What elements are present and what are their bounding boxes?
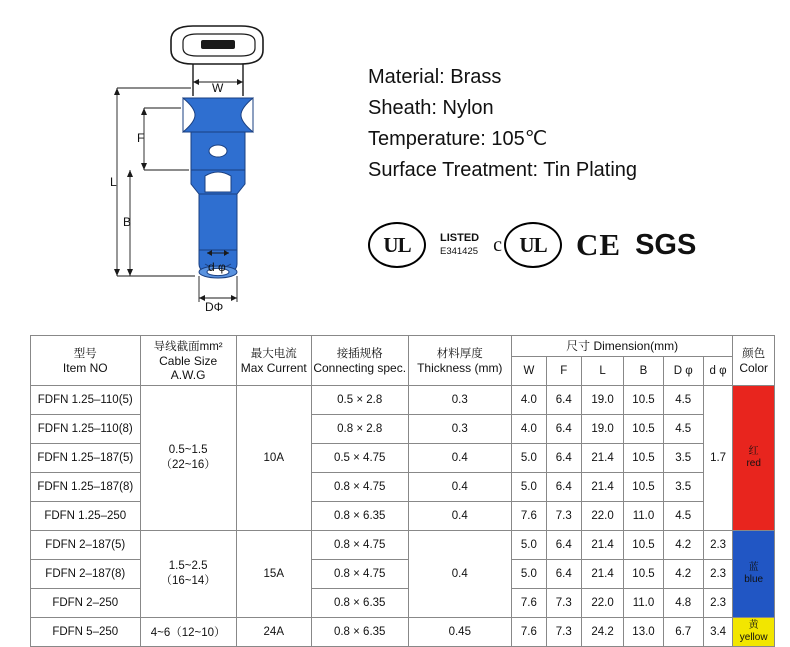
cell-dsmall: 3.4 xyxy=(703,618,733,647)
cell-w: 7.6 xyxy=(511,502,546,531)
dim-label-d-small: d φ xyxy=(208,260,226,274)
cell-thickness: 0.45 xyxy=(408,618,511,647)
cell-l: 21.4 xyxy=(581,473,624,502)
sgs-icon: SGS xyxy=(635,228,697,261)
th-dim-dsmall: d φ xyxy=(703,357,733,386)
cell-thickness: 0.4 xyxy=(408,473,511,502)
cell-dbig: 4.2 xyxy=(663,560,703,589)
cell-thickness: 0.4 xyxy=(408,444,511,473)
table-row xyxy=(31,386,775,415)
th-dim-l: L xyxy=(581,357,624,386)
cell-f: 7.3 xyxy=(546,618,581,647)
table-row xyxy=(31,618,775,647)
spec-surface-treatment: Surface Treatment: Tin Plating xyxy=(368,159,638,181)
cell-item: FDFN 5–250 xyxy=(31,618,141,647)
cell-connecting: 0.8 × 4.75 xyxy=(311,473,408,502)
cell-f: 6.4 xyxy=(546,531,581,560)
cell-cable-size: 1.5~2.5 （16~14） xyxy=(140,531,236,618)
cell-color: 黄 yellow xyxy=(733,618,775,647)
cell-f: 6.4 xyxy=(546,560,581,589)
cell-l: 19.0 xyxy=(581,415,624,444)
cell-f: 6.4 xyxy=(546,473,581,502)
cell-l: 21.4 xyxy=(581,444,624,473)
th-connecting: 接插规格 Connecting spec. xyxy=(311,336,408,386)
cell-dbig: 3.5 xyxy=(663,444,703,473)
th-color: 颜色 Color xyxy=(733,336,775,386)
cell-dbig: 4.5 xyxy=(663,386,703,415)
th-cable: 导线截面mm² Cable Size A.W.G xyxy=(140,336,236,386)
cell-w: 5.0 xyxy=(511,531,546,560)
listed-code: E341425 xyxy=(440,246,479,257)
th-dim-b: B xyxy=(624,357,663,386)
cell-l: 21.4 xyxy=(581,560,624,589)
dim-label-w: W xyxy=(212,81,224,95)
cell-item: FDFN 2–187(5) xyxy=(31,531,141,560)
cell-dbig: 4.5 xyxy=(663,502,703,531)
specification-list xyxy=(368,62,637,186)
ul-icon: UL xyxy=(368,222,426,268)
cell-cable-size: 4~6（12~10） xyxy=(140,618,236,647)
product-drawing xyxy=(95,10,345,320)
ul-listed-text xyxy=(440,232,479,258)
th-dimension: 尺寸 Dimension(mm) xyxy=(511,336,732,357)
cell-b: 10.5 xyxy=(624,415,663,444)
cell-w: 5.0 xyxy=(511,560,546,589)
cell-connecting: 0.8 × 4.75 xyxy=(311,560,408,589)
cell-w: 7.6 xyxy=(511,618,546,647)
cell-dsmall: 2.3 xyxy=(703,560,733,589)
cell-w: 5.0 xyxy=(511,473,546,502)
cell-f: 6.4 xyxy=(546,444,581,473)
cell-max-current: 24A xyxy=(236,618,311,647)
cell-color: 蓝 blue xyxy=(733,531,775,618)
cell-connecting: 0.8 × 6.35 xyxy=(311,618,408,647)
cell-b: 13.0 xyxy=(624,618,663,647)
cell-dbig: 6.7 xyxy=(663,618,703,647)
cell-dbig: 4.8 xyxy=(663,589,703,618)
cell-l: 22.0 xyxy=(581,502,624,531)
cell-thickness: 0.3 xyxy=(408,386,511,415)
cell-b: 10.5 xyxy=(624,444,663,473)
cell-b: 11.0 xyxy=(624,589,663,618)
cell-connecting: 0.8 × 2.8 xyxy=(311,415,408,444)
th-item: 型号 Item NO xyxy=(31,336,141,386)
specification-table-wrapper xyxy=(30,335,775,647)
cell-f: 6.4 xyxy=(546,415,581,444)
ul-icon-secondary: UL xyxy=(504,222,562,268)
dim-label-f: F xyxy=(137,131,145,145)
cell-color: 红 red xyxy=(733,386,775,531)
cell-connecting: 0.5 × 2.8 xyxy=(311,386,408,415)
cell-connecting: 0.5 × 4.75 xyxy=(311,444,408,473)
cell-f: 7.3 xyxy=(546,589,581,618)
cell-l: 24.2 xyxy=(581,618,624,647)
dim-label-b: B xyxy=(123,215,132,229)
th-dim-f: F xyxy=(546,357,581,386)
cell-dbig: 4.5 xyxy=(663,415,703,444)
cell-max-current: 10A xyxy=(236,386,311,531)
cell-connecting: 0.8 × 6.35 xyxy=(311,502,408,531)
cell-dbig: 4.2 xyxy=(663,531,703,560)
cell-b: 10.5 xyxy=(624,560,663,589)
cell-w: 5.0 xyxy=(511,444,546,473)
cell-w: 4.0 xyxy=(511,415,546,444)
cell-b: 10.5 xyxy=(624,531,663,560)
cell-dsmall: 2.3 xyxy=(703,589,733,618)
cell-b: 10.5 xyxy=(624,473,663,502)
cell-l: 21.4 xyxy=(581,531,624,560)
cell-item: FDFN 1.25–250 xyxy=(31,502,141,531)
th-thickness: 材料厚度 Thickness (mm) xyxy=(408,336,511,386)
cell-f: 7.3 xyxy=(546,502,581,531)
specification-table xyxy=(30,335,775,647)
cell-f: 6.4 xyxy=(546,386,581,415)
cell-dbig: 3.5 xyxy=(663,473,703,502)
ce-icon: CE xyxy=(576,227,622,262)
cell-l: 22.0 xyxy=(581,589,624,618)
dim-label-l: L xyxy=(110,175,117,189)
cell-connecting: 0.8 × 4.75 xyxy=(311,531,408,560)
cell-b: 10.5 xyxy=(624,386,663,415)
listed-label: LISTED xyxy=(440,232,480,244)
c-ul-icon xyxy=(493,222,562,268)
c-letter: c xyxy=(493,233,503,256)
cell-item: FDFN 2–250 xyxy=(31,589,141,618)
th-dim-dbig: D φ xyxy=(663,357,703,386)
cell-dsmall: 2.3 xyxy=(703,531,733,560)
spec-temperature: Temperature: 105℃ xyxy=(368,128,548,150)
cell-item: FDFN 1.25–110(5) xyxy=(31,386,141,415)
table-header-row xyxy=(31,336,775,357)
spec-material: Material: Brass xyxy=(368,66,502,88)
cell-item: FDFN 1.25–187(5) xyxy=(31,444,141,473)
th-dim-w: W xyxy=(511,357,546,386)
cell-l: 19.0 xyxy=(581,386,624,415)
cell-thickness: 0.4 xyxy=(408,531,511,618)
dim-label-d-big: DΦ xyxy=(205,300,224,314)
cell-b: 11.0 xyxy=(624,502,663,531)
cell-cable-size: 0.5~1.5 （22~16） xyxy=(140,386,236,531)
cell-item: FDFN 2–187(8) xyxy=(31,560,141,589)
th-current: 最大电流 Max Current xyxy=(236,336,311,386)
cell-w: 7.6 xyxy=(511,589,546,618)
cell-item: FDFN 1.25–110(8) xyxy=(31,415,141,444)
cell-dsmall-group: 1.7 xyxy=(703,386,733,531)
table-row xyxy=(31,531,775,560)
cell-item: FDFN 1.25–187(8) xyxy=(31,473,141,502)
cell-thickness: 0.3 xyxy=(408,415,511,444)
certification-marks xyxy=(368,222,696,268)
cell-connecting: 0.8 × 6.35 xyxy=(311,589,408,618)
spec-sheath: Sheath: Nylon xyxy=(368,97,494,119)
cell-thickness: 0.4 xyxy=(408,502,511,531)
cell-max-current: 15A xyxy=(236,531,311,618)
cell-w: 4.0 xyxy=(511,386,546,415)
